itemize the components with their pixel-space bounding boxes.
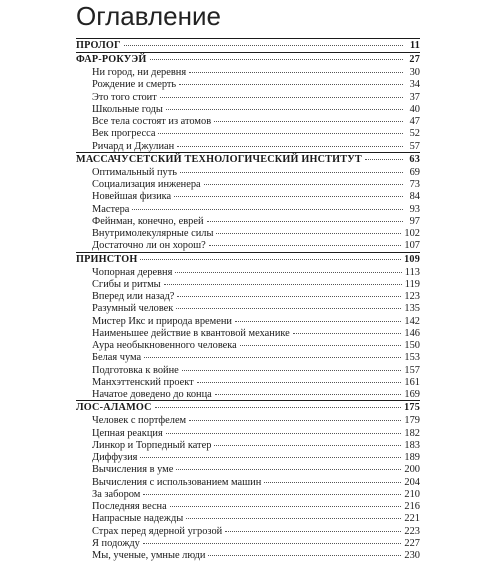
chapter-entry-title: Чопорная деревня bbox=[92, 266, 173, 278]
chapter-entry-page-number: 107 bbox=[404, 240, 420, 252]
dot-leader bbox=[132, 203, 403, 210]
dot-leader bbox=[209, 239, 402, 246]
dot-leader bbox=[175, 266, 401, 273]
dot-leader bbox=[182, 364, 402, 371]
chapter-entry[interactable] bbox=[76, 463, 420, 475]
chapter-entry-page-number: 37 bbox=[409, 91, 420, 103]
chapter-entry-title: Век прогресса bbox=[92, 128, 156, 140]
chapter-entry-title: Линкор и Торпедный катер bbox=[92, 439, 212, 451]
chapter-entry[interactable] bbox=[76, 537, 420, 549]
dot-leader bbox=[197, 376, 402, 383]
part-entry-title: МАССАЧУСЕТСКИЙ ТЕХНОЛОГИЧЕСКИЙ ИНСТИТУТ bbox=[76, 153, 362, 165]
dot-leader bbox=[180, 166, 403, 173]
dot-leader bbox=[155, 401, 401, 408]
part-entry[interactable] bbox=[76, 39, 420, 52]
chapter-entry-title: Это того стоит bbox=[92, 91, 157, 103]
chapter-entry-title: Разумный человек bbox=[92, 303, 174, 315]
chapter-entry[interactable] bbox=[76, 190, 420, 202]
part-entry-page-number: 63 bbox=[409, 153, 420, 165]
part-entry[interactable] bbox=[76, 53, 420, 66]
chapter-entry[interactable] bbox=[76, 512, 420, 524]
chapter-entry-page-number: 189 bbox=[404, 452, 420, 463]
dot-leader bbox=[140, 253, 401, 260]
chapter-entry-page-number: 230 bbox=[404, 550, 420, 561]
dot-leader bbox=[189, 66, 403, 73]
chapter-entry-title: Мастера bbox=[92, 203, 130, 215]
chapter-entry-title: Вперед или назад? bbox=[92, 291, 175, 302]
chapter-entry-page-number: 57 bbox=[409, 140, 420, 152]
chapter-entry-page-number: 30 bbox=[409, 67, 420, 78]
chapter-entry[interactable] bbox=[76, 327, 420, 339]
chapter-entry-page-number: 123 bbox=[404, 291, 420, 302]
dot-leader bbox=[215, 388, 402, 395]
dot-leader bbox=[166, 103, 403, 110]
chapter-entry[interactable] bbox=[76, 439, 420, 451]
dot-leader bbox=[293, 327, 402, 334]
chapter-entry-page-number: 40 bbox=[409, 103, 420, 115]
chapter-entry-title: Я подожду bbox=[92, 537, 140, 549]
dot-leader bbox=[158, 127, 403, 134]
chapter-entry-page-number: 204 bbox=[404, 476, 420, 488]
dot-leader bbox=[225, 525, 401, 532]
dot-leader bbox=[179, 78, 403, 85]
dot-leader bbox=[207, 215, 403, 222]
chapter-entry-page-number: 223 bbox=[404, 525, 420, 537]
chapter-entry[interactable] bbox=[76, 78, 420, 90]
dot-leader bbox=[150, 53, 403, 60]
chapter-entry-page-number: 179 bbox=[404, 415, 420, 427]
chapter-entry[interactable] bbox=[76, 115, 420, 127]
chapter-entry[interactable] bbox=[76, 66, 420, 78]
chapter-entry[interactable] bbox=[76, 388, 420, 400]
chapter-entry[interactable] bbox=[76, 339, 420, 351]
dot-leader bbox=[214, 115, 403, 122]
chapter-entry-page-number: 73 bbox=[409, 179, 420, 190]
chapter-entry-title: Подготовка к войне bbox=[92, 364, 179, 376]
chapter-entry-title: Внутримолекулярные силы bbox=[92, 228, 214, 239]
chapter-entry-title: Ричард и Джулиан bbox=[92, 140, 175, 152]
chapter-entry[interactable] bbox=[76, 266, 420, 278]
part-entry-title: ФАР-РОКУЭЙ bbox=[76, 54, 147, 65]
chapter-entry[interactable] bbox=[76, 549, 420, 561]
chapter-entry-title: Человек с портфелем bbox=[92, 415, 187, 427]
part-entry-title: ПРОЛОГ bbox=[76, 40, 121, 51]
chapter-entry-title: Страх перед ядерной угрозой bbox=[92, 525, 223, 537]
chapter-entry[interactable] bbox=[76, 290, 420, 302]
chapter-entry-title: Цепная реакция bbox=[92, 427, 163, 439]
dot-leader bbox=[164, 278, 402, 285]
part-entry[interactable] bbox=[76, 401, 420, 414]
dot-leader bbox=[124, 39, 403, 46]
chapter-entry[interactable] bbox=[76, 351, 420, 363]
chapter-entry[interactable] bbox=[76, 376, 420, 388]
dot-leader bbox=[143, 488, 401, 495]
dot-leader bbox=[204, 178, 403, 185]
dot-leader bbox=[176, 463, 401, 470]
chapter-entry[interactable] bbox=[76, 178, 420, 190]
chapter-entry[interactable] bbox=[76, 227, 420, 239]
part-entry-page-number: 175 bbox=[404, 402, 420, 414]
chapter-entry-title: Начатое доведено до конца bbox=[92, 389, 212, 400]
chapter-entry[interactable] bbox=[76, 451, 420, 463]
part-entry-page-number: 11 bbox=[409, 40, 420, 51]
chapter-entry-page-number: 142 bbox=[404, 315, 420, 327]
chapter-entry-title: Манхэттенский проект bbox=[92, 376, 194, 388]
chapter-entry-title: Аура необыкновенного человека bbox=[92, 340, 237, 351]
chapter-entry-title: Мистер Икс и природа времени bbox=[92, 315, 232, 327]
part-entry-title: ПРИНСТОН bbox=[76, 253, 138, 265]
dot-leader bbox=[166, 427, 402, 434]
chapter-entry-page-number: 69 bbox=[409, 166, 420, 178]
dot-leader bbox=[216, 227, 401, 234]
chapter-entry-title: Рождение и смерть bbox=[92, 79, 177, 91]
chapter-entry[interactable] bbox=[76, 91, 420, 103]
chapter-entry-page-number: 153 bbox=[404, 352, 420, 364]
chapter-entry-title: Напрасные надежды bbox=[92, 513, 184, 525]
chapter-entry[interactable] bbox=[76, 127, 420, 139]
chapter-entry-title: Оптимальный путь bbox=[92, 166, 178, 178]
part-entry[interactable] bbox=[76, 253, 420, 266]
chapter-entry[interactable] bbox=[76, 500, 420, 512]
dot-leader bbox=[160, 91, 403, 98]
chapter-entry[interactable] bbox=[76, 140, 420, 152]
dot-leader bbox=[189, 414, 401, 421]
chapter-entry-page-number: 93 bbox=[409, 203, 420, 215]
chapter-entry-page-number: 161 bbox=[404, 376, 420, 388]
chapter-entry[interactable] bbox=[76, 414, 420, 426]
dot-leader bbox=[174, 190, 403, 197]
chapter-entry-page-number: 200 bbox=[404, 464, 420, 476]
chapter-entry-title: Все тела состоят из атомов bbox=[92, 116, 212, 127]
dot-leader bbox=[140, 451, 401, 458]
dot-leader bbox=[208, 549, 401, 556]
chapter-entry-page-number: 52 bbox=[409, 128, 420, 140]
dot-leader bbox=[186, 512, 401, 519]
chapter-entry-page-number: 84 bbox=[409, 191, 420, 203]
chapter-entry-page-number: 47 bbox=[409, 116, 420, 127]
table-of-contents bbox=[76, 38, 420, 561]
chapter-entry-page-number: 210 bbox=[404, 488, 420, 500]
chapter-entry-page-number: 135 bbox=[404, 303, 420, 315]
dot-leader bbox=[214, 439, 401, 446]
chapter-entry[interactable] bbox=[76, 525, 420, 537]
dot-leader bbox=[170, 500, 402, 507]
part-entry-page-number: 27 bbox=[409, 54, 420, 65]
chapter-entry-title: Социализация инженера bbox=[92, 179, 201, 190]
chapter-entry-page-number: 146 bbox=[404, 327, 420, 339]
chapter-entry-page-number: 221 bbox=[404, 513, 420, 525]
chapter-entry-title: За забором bbox=[92, 488, 141, 500]
chapter-entry-page-number: 119 bbox=[404, 278, 420, 290]
chapter-entry-page-number: 216 bbox=[404, 501, 420, 512]
chapter-entry[interactable] bbox=[76, 364, 420, 376]
chapter-entry-title: Достаточно ли он хорош? bbox=[92, 240, 206, 252]
chapter-entry-title: Вычисления с использованием машин bbox=[92, 476, 262, 488]
chapter-entry-page-number: 227 bbox=[404, 537, 420, 549]
chapter-entry[interactable] bbox=[76, 278, 420, 290]
chapter-entry-page-number: 34 bbox=[409, 79, 420, 91]
chapter-entry-title: Новейшая физика bbox=[92, 191, 172, 203]
dot-leader bbox=[177, 290, 401, 297]
dot-leader bbox=[240, 339, 402, 346]
dot-leader bbox=[144, 351, 401, 358]
dot-leader bbox=[176, 302, 401, 309]
chapter-entry-title: Школьные годы bbox=[92, 103, 163, 115]
chapter-entry-page-number: 97 bbox=[409, 215, 420, 227]
chapter-entry-title: Наименьшее действие в квантовой механике bbox=[92, 327, 290, 339]
dot-leader bbox=[264, 476, 401, 483]
page-title: Оглавление bbox=[76, 1, 221, 31]
chapter-entry[interactable] bbox=[76, 166, 420, 178]
chapter-entry[interactable] bbox=[76, 488, 420, 500]
chapter-entry-page-number: 183 bbox=[404, 439, 420, 451]
chapter-entry[interactable] bbox=[76, 203, 420, 215]
chapter-entry[interactable] bbox=[76, 215, 420, 227]
part-entry-page-number: 109 bbox=[404, 253, 420, 265]
chapter-entry[interactable] bbox=[76, 103, 420, 115]
dot-leader bbox=[365, 153, 403, 160]
chapter-entry-title: Сгибы и ритмы bbox=[92, 278, 161, 290]
chapter-entry-title: Последняя весна bbox=[92, 501, 167, 512]
chapter-entry-title: Фейнман, конечно, еврей bbox=[92, 215, 204, 227]
chapter-entry-page-number: 102 bbox=[404, 228, 420, 239]
dot-leader bbox=[177, 140, 403, 147]
chapter-entry-title: Белая чума bbox=[92, 352, 142, 364]
dot-leader bbox=[143, 537, 402, 544]
part-entry[interactable] bbox=[76, 153, 420, 166]
chapter-entry[interactable] bbox=[76, 476, 420, 488]
chapter-entry-page-number: 182 bbox=[404, 427, 420, 439]
part-entry-title: ЛОС-АЛАМОС bbox=[76, 402, 152, 414]
chapter-entry[interactable] bbox=[76, 315, 420, 327]
chapter-entry-title: Ни город, ни деревня bbox=[92, 67, 187, 78]
chapter-entry[interactable] bbox=[76, 427, 420, 439]
dot-leader bbox=[235, 315, 401, 322]
chapter-entry-title: Мы, ученые, умные люди bbox=[92, 550, 206, 561]
chapter-entry-title: Диффузия bbox=[92, 452, 138, 463]
chapter-entry-title: Вычисления в уме bbox=[92, 464, 174, 476]
chapter-entry-page-number: 150 bbox=[404, 340, 420, 351]
chapter-entry-page-number: 113 bbox=[404, 266, 420, 278]
chapter-entry-page-number: 169 bbox=[404, 389, 420, 400]
chapter-entry[interactable] bbox=[76, 239, 420, 251]
chapter-entry[interactable] bbox=[76, 302, 420, 314]
chapter-entry-page-number: 157 bbox=[404, 364, 420, 376]
